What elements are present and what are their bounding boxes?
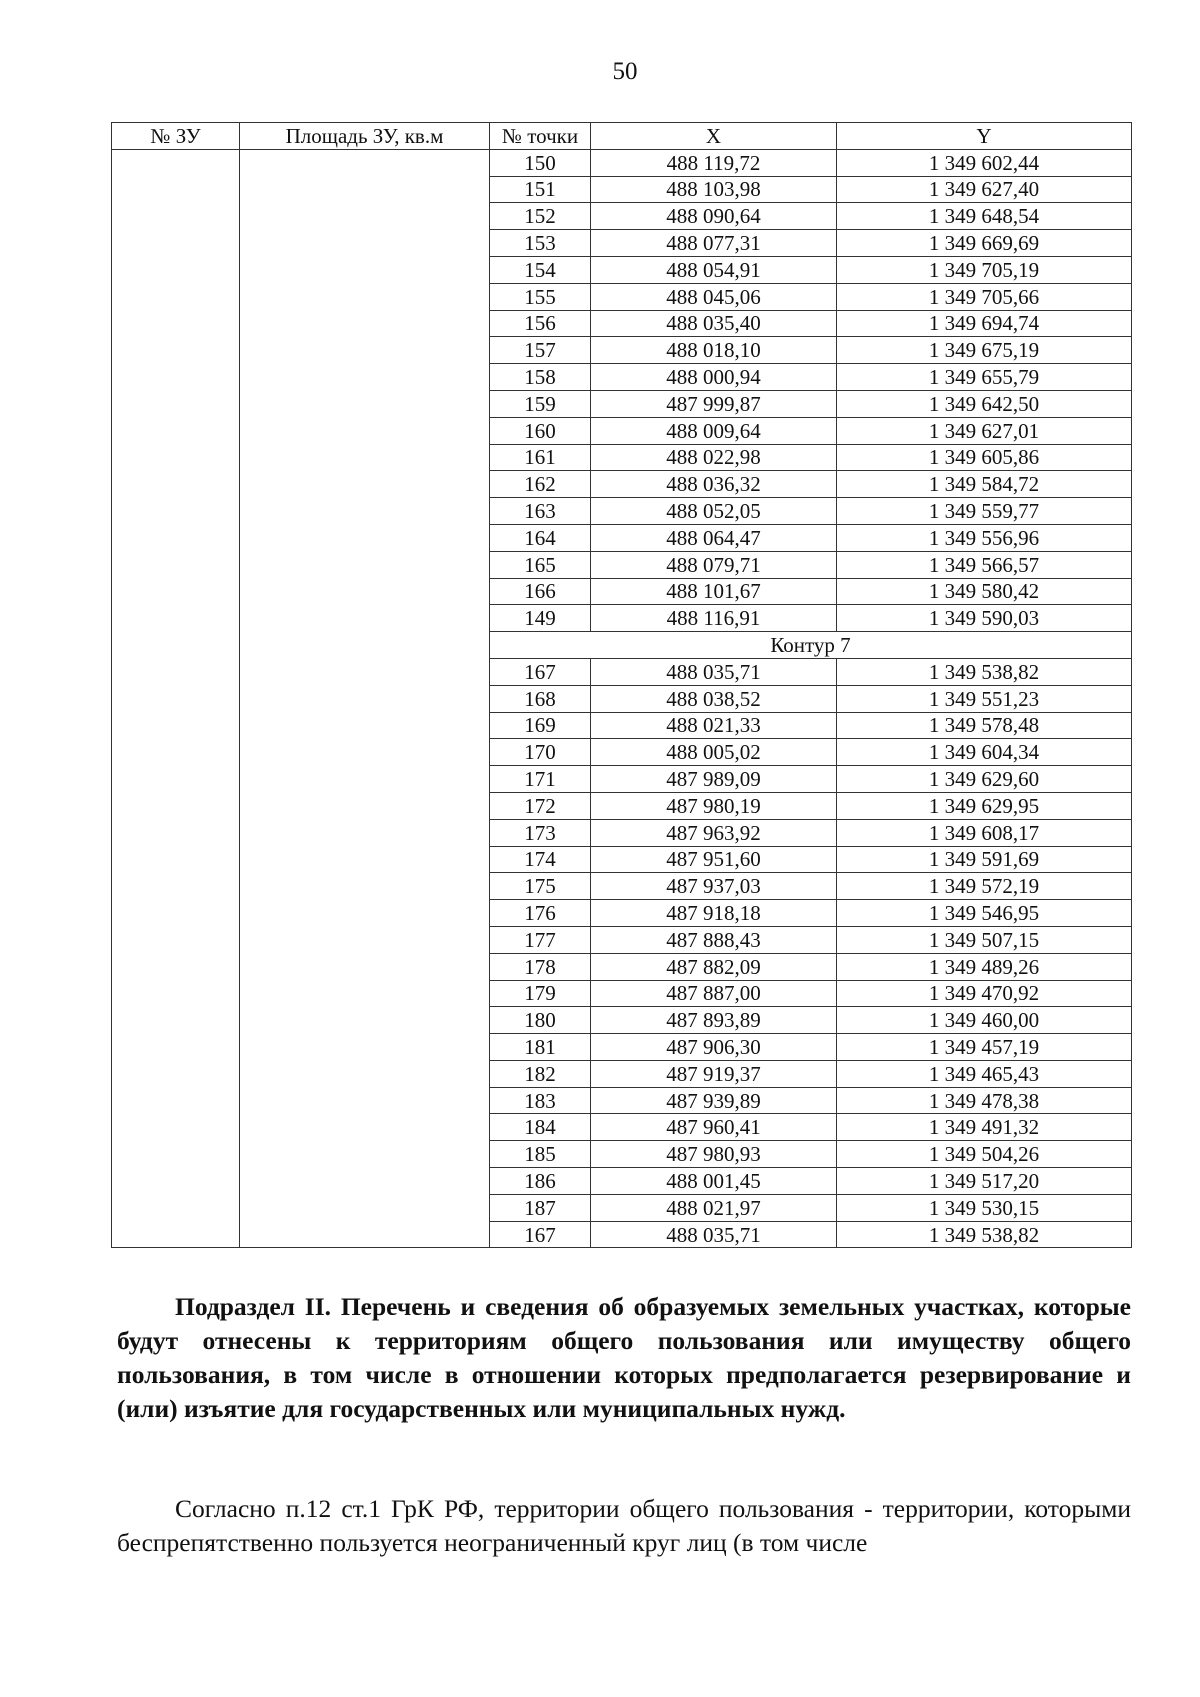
y-coordinate-cell: 1 349 591,69 [837,846,1132,873]
point-number-cell: 177 [490,926,591,953]
point-number-cell: 164 [490,524,591,551]
point-number-cell: 152 [490,203,591,230]
point-number-cell: 159 [490,390,591,417]
point-number-cell: 150 [490,149,591,176]
body-paragraph: Согласно п.12 ст.1 ГрК РФ, территории общего пользования - территории, которыми беспрепятственно пользуется неограниченный круг лиц (в том числе [117,1494,1131,1557]
column-header-y: Y [837,123,1132,150]
x-coordinate-cell: 487 939,89 [591,1087,837,1114]
point-number-cell: 155 [490,283,591,310]
point-number-cell: 167 [490,1221,591,1248]
point-number-cell: 172 [490,792,591,819]
x-coordinate-cell: 487 999,87 [591,390,837,417]
y-coordinate-cell: 1 349 694,74 [837,310,1132,337]
column-header-x: X [591,123,837,150]
x-coordinate-cell: 488 101,67 [591,578,837,605]
point-number-cell: 169 [490,712,591,739]
point-number-cell: 151 [490,176,591,203]
y-coordinate-cell: 1 349 551,23 [837,685,1132,712]
x-coordinate-cell: 487 918,18 [591,900,837,927]
x-coordinate-cell: 488 022,98 [591,444,837,471]
y-coordinate-cell: 1 349 538,82 [837,1221,1132,1248]
point-number-cell: 168 [490,685,591,712]
x-coordinate-cell: 488 021,33 [591,712,837,739]
point-number-cell: 156 [490,310,591,337]
x-coordinate-cell: 488 036,32 [591,471,837,498]
y-coordinate-cell: 1 349 530,15 [837,1194,1132,1221]
y-coordinate-cell: 1 349 556,96 [837,524,1132,551]
y-coordinate-cell: 1 349 648,54 [837,203,1132,230]
point-number-cell: 153 [490,230,591,257]
x-coordinate-cell: 487 980,19 [591,792,837,819]
point-number-cell: 163 [490,498,591,525]
x-coordinate-cell: 488 090,64 [591,203,837,230]
y-coordinate-cell: 1 349 457,19 [837,1034,1132,1061]
point-number-cell: 157 [490,337,591,364]
point-number-cell: 170 [490,739,591,766]
x-coordinate-cell: 487 888,43 [591,926,837,953]
x-coordinate-cell: 488 035,71 [591,658,837,685]
y-coordinate-cell: 1 349 605,86 [837,444,1132,471]
x-coordinate-cell: 487 963,92 [591,819,837,846]
point-number-cell: 166 [490,578,591,605]
x-coordinate-cell: 488 116,91 [591,605,837,632]
x-coordinate-cell: 488 103,98 [591,176,837,203]
y-coordinate-cell: 1 349 465,43 [837,1060,1132,1087]
x-coordinate-cell: 487 980,93 [591,1141,837,1168]
y-coordinate-cell: 1 349 705,66 [837,283,1132,310]
x-coordinate-cell: 487 906,30 [591,1034,837,1061]
column-header-point-number: № точки [490,123,591,150]
point-number-cell: 173 [490,819,591,846]
point-number-cell: 174 [490,846,591,873]
y-coordinate-cell: 1 349 608,17 [837,819,1132,846]
y-coordinate-cell: 1 349 669,69 [837,230,1132,257]
x-coordinate-cell: 487 989,09 [591,766,837,793]
point-number-cell: 182 [490,1060,591,1087]
point-number-cell: 149 [490,605,591,632]
x-coordinate-cell: 488 005,02 [591,739,837,766]
y-coordinate-cell: 1 349 572,19 [837,873,1132,900]
y-coordinate-cell: 1 349 629,95 [837,792,1132,819]
point-number-cell: 154 [490,256,591,283]
x-coordinate-cell: 487 937,03 [591,873,837,900]
section-heading: Подраздел II. Перечень и сведения об образуемых земельных участках, которые будут отнесены к территориям общего пользования или имуществу общего пользования, в том числе в отношении которых предполагается резервирование и (или) изъятие для государственных или муниципальных нужд. [117,1292,1131,1423]
point-number-cell: 187 [490,1194,591,1221]
y-coordinate-cell: 1 349 627,01 [837,417,1132,444]
table-header-row [112,123,1132,150]
parcel-number-cell [112,149,240,1248]
y-coordinate-cell: 1 349 705,19 [837,256,1132,283]
y-coordinate-cell: 1 349 507,15 [837,926,1132,953]
y-coordinate-cell: 1 349 546,95 [837,900,1132,927]
y-coordinate-cell: 1 349 559,77 [837,498,1132,525]
y-coordinate-cell: 1 349 517,20 [837,1168,1132,1195]
y-coordinate-cell: 1 349 655,79 [837,364,1132,391]
x-coordinate-cell: 487 893,89 [591,1007,837,1034]
point-number-cell: 160 [490,417,591,444]
y-coordinate-cell: 1 349 491,32 [837,1114,1132,1141]
point-number-cell: 178 [490,953,591,980]
page-number: 50 [612,58,638,85]
x-coordinate-cell: 487 887,00 [591,980,837,1007]
contour-label: Контур 7 [490,632,1132,659]
x-coordinate-cell: 488 052,05 [591,498,837,525]
point-number-cell: 165 [490,551,591,578]
x-coordinate-cell: 488 038,52 [591,685,837,712]
x-coordinate-cell: 488 035,71 [591,1221,837,1248]
y-coordinate-cell: 1 349 590,03 [837,605,1132,632]
coordinates-table [111,122,1132,1248]
point-number-cell: 179 [490,980,591,1007]
x-coordinate-cell: 488 001,45 [591,1168,837,1195]
y-coordinate-cell: 1 349 629,60 [837,766,1132,793]
y-coordinate-cell: 1 349 578,48 [837,712,1132,739]
y-coordinate-cell: 1 349 504,26 [837,1141,1132,1168]
x-coordinate-cell: 488 045,06 [591,283,837,310]
point-number-cell: 171 [490,766,591,793]
x-coordinate-cell: 488 021,97 [591,1194,837,1221]
y-coordinate-cell: 1 349 627,40 [837,176,1132,203]
y-coordinate-cell: 1 349 642,50 [837,390,1132,417]
y-coordinate-cell: 1 349 470,92 [837,980,1132,1007]
point-number-cell: 175 [490,873,591,900]
point-number-cell: 176 [490,900,591,927]
x-coordinate-cell: 487 882,09 [591,953,837,980]
y-coordinate-cell: 1 349 675,19 [837,337,1132,364]
x-coordinate-cell: 488 077,31 [591,230,837,257]
point-number-cell: 186 [490,1168,591,1195]
y-coordinate-cell: 1 349 538,82 [837,658,1132,685]
column-header-parcel-number: № ЗУ [112,123,240,150]
x-coordinate-cell: 488 009,64 [591,417,837,444]
y-coordinate-cell: 1 349 489,26 [837,953,1132,980]
x-coordinate-cell: 488 000,94 [591,364,837,391]
y-coordinate-cell: 1 349 478,38 [837,1087,1132,1114]
point-number-cell: 162 [490,471,591,498]
y-coordinate-cell: 1 349 580,42 [837,578,1132,605]
x-coordinate-cell: 487 960,41 [591,1114,837,1141]
y-coordinate-cell: 1 349 602,44 [837,149,1132,176]
x-coordinate-cell: 488 035,40 [591,310,837,337]
x-coordinate-cell: 488 064,47 [591,524,837,551]
point-number-cell: 167 [490,658,591,685]
column-header-area: Площадь ЗУ, кв.м [240,123,490,150]
point-number-cell: 161 [490,444,591,471]
point-number-cell: 181 [490,1034,591,1061]
x-coordinate-cell: 488 018,10 [591,337,837,364]
x-coordinate-cell: 487 951,60 [591,846,837,873]
point-number-cell: 184 [490,1114,591,1141]
table-row [112,149,1132,176]
x-coordinate-cell: 487 919,37 [591,1060,837,1087]
y-coordinate-cell: 1 349 584,72 [837,471,1132,498]
x-coordinate-cell: 488 119,72 [591,149,837,176]
x-coordinate-cell: 488 054,91 [591,256,837,283]
point-number-cell: 180 [490,1007,591,1034]
y-coordinate-cell: 1 349 566,57 [837,551,1132,578]
point-number-cell: 185 [490,1141,591,1168]
x-coordinate-cell: 488 079,71 [591,551,837,578]
point-number-cell: 158 [490,364,591,391]
point-number-cell: 183 [490,1087,591,1114]
y-coordinate-cell: 1 349 604,34 [837,739,1132,766]
y-coordinate-cell: 1 349 460,00 [837,1007,1132,1034]
parcel-area-cell [240,149,490,1248]
